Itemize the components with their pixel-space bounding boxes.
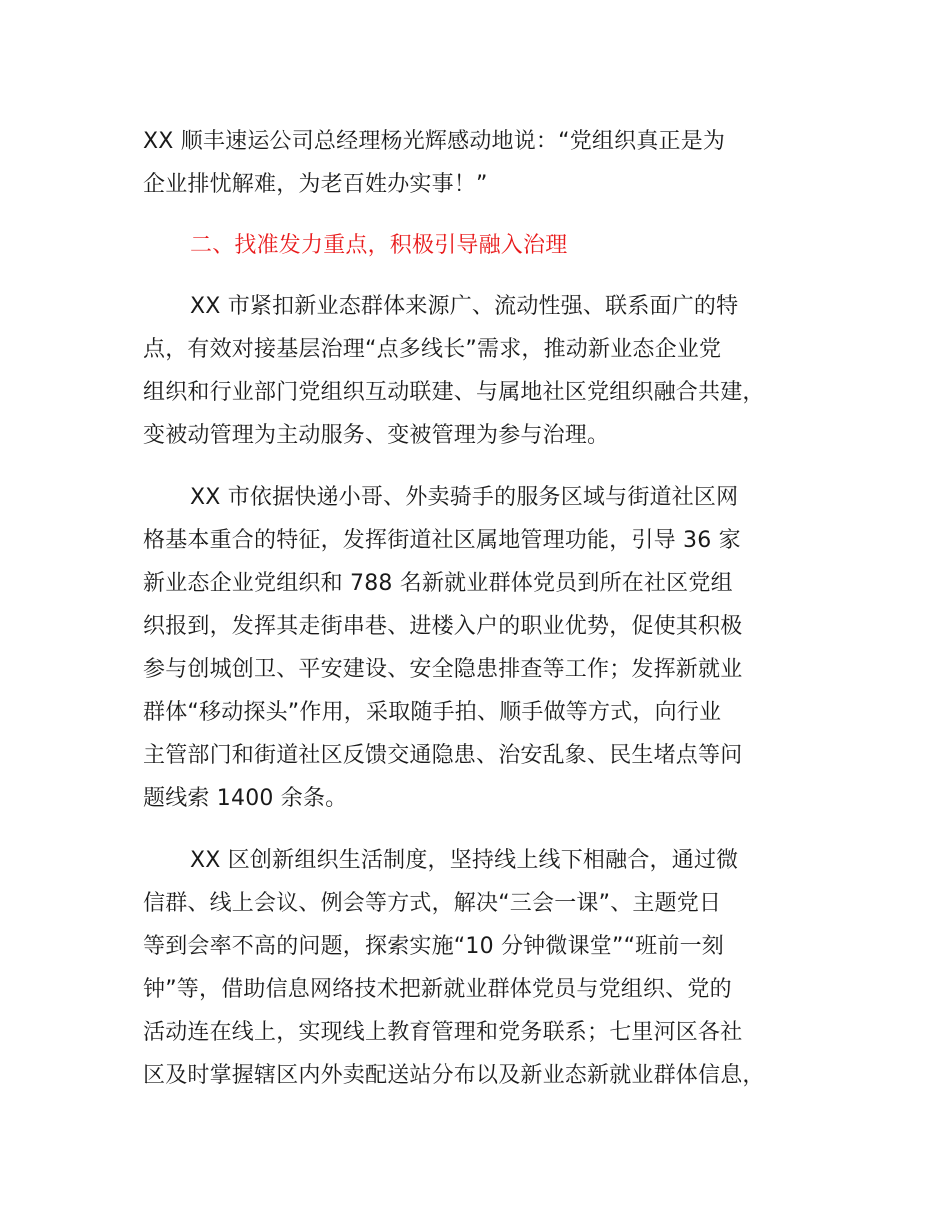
paragraph-3-line-2: 格基本重合的特征，发挥街道社区属地管理功能，引导 36 家 <box>143 528 741 553</box>
paragraph-2-line-2: 点，有效对接基层治理“点多线长”需求，推动新业态企业党 <box>143 337 722 362</box>
paragraph-2-line-4: 变被动管理为主动服务、变被管理为参与治理。 <box>143 423 610 448</box>
paragraph-3-line-1: XX 市依据快递小哥、外卖骑手的服务区域与街道社区网 <box>190 485 739 510</box>
paragraph-4-line-6: 区及时掌握辖区内外卖配送站分布以及新业态新就业群体信息， <box>143 1063 765 1088</box>
paragraph-3-line-3: 新业态企业党组织和 788 名新就业群体党员到所在社区党组 <box>143 571 733 596</box>
paragraph-4-line-4: 钟”等，借助信息网络技术把新就业群体党员与党组织、党的 <box>143 977 732 1002</box>
paragraph-4-line-5: 活动连在线上，实现线上教育管理和党务联系；七里河区各社 <box>143 1020 743 1045</box>
paragraph-3-line-6: 群体“移动探头”作用，采取随手拍、顺手做等方式，向行业 <box>143 700 722 725</box>
paragraph-3-line-8: 题线索 1400 余条。 <box>143 786 348 811</box>
paragraph-4-line-2: 信群、线上会议、例会等方式，解决“三会一课”、主题党日 <box>143 891 722 916</box>
paragraph-4-line-3: 等到会率不高的问题，探索实施“10 分钟微课堂”“班前一刻 <box>143 934 724 959</box>
paragraph-4-line-1: XX 区创新组织生活制度，坚持线上线下相融合，通过微 <box>190 848 739 873</box>
paragraph-3-line-5: 参与创城创卫、平安建设、安全隐患排查等工作；发挥新就业 <box>143 657 743 682</box>
paragraph-3-line-7: 主管部门和街道社区反馈交通隐患、治安乱象、民生堵点等问 <box>143 743 743 768</box>
paragraph-2-line-3: 组织和行业部门党组织互动联建、与属地社区党组织融合共建， <box>143 380 765 405</box>
paragraph-3-line-4: 织报到，发挥其走街串巷、进楼入户的职业优势，促使其积极 <box>143 614 743 639</box>
paragraph-2-line-1: XX 市紧扣新业态群体来源广、流动性强、联系面广的特 <box>190 294 739 319</box>
paragraph-1-line-2: 企业排忧解难，为老百姓办实事！” <box>143 172 488 197</box>
paragraph-1-line-1: XX 顺丰速运公司总经理杨光辉感动地说：“党组织真正是为 <box>143 129 726 154</box>
section-heading: 二、找准发力重点，积极引导融入治理 <box>190 233 568 258</box>
